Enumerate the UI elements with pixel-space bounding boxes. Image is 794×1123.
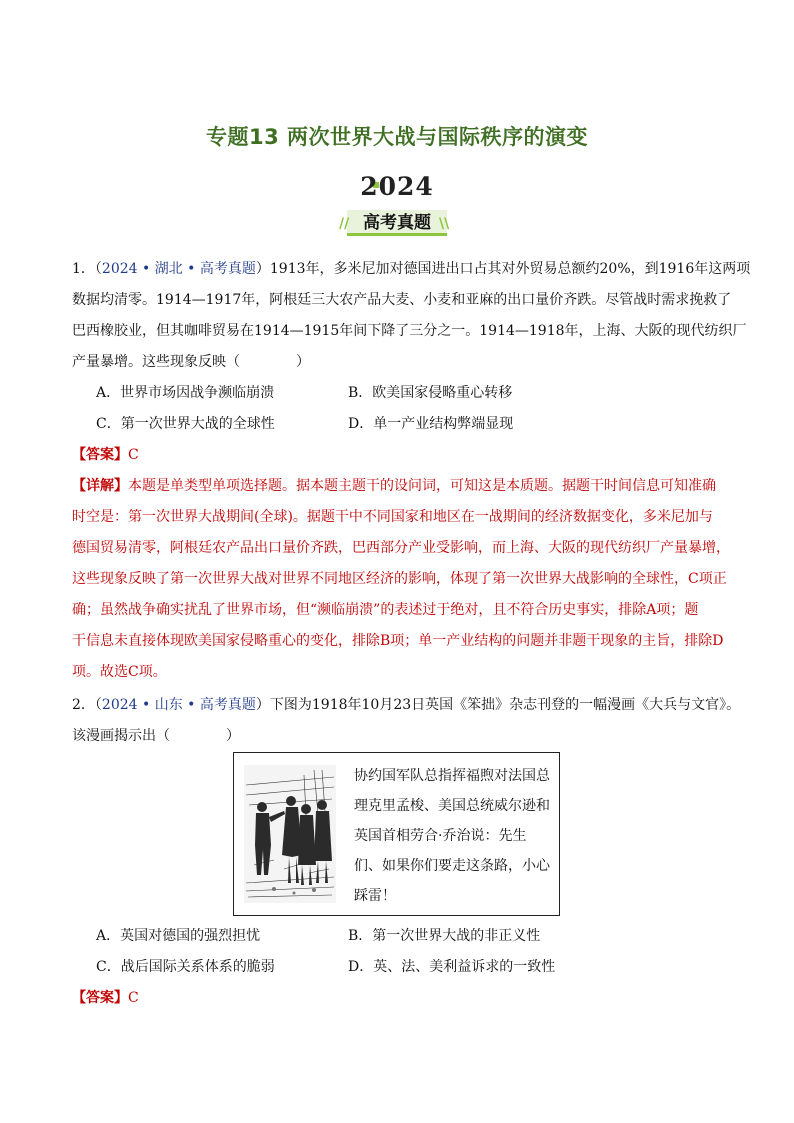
page-title: 专题13 两次世界大战与国际秩序的演变 bbox=[205, 125, 589, 149]
q1-option-a: A．世界市场因战争濒临崩溃 bbox=[96, 385, 275, 401]
q2-answer-value: C bbox=[128, 990, 139, 1006]
q1-analysis-label: 【详解】 bbox=[72, 478, 128, 494]
q1-stem-line-1 bbox=[72, 259, 750, 279]
q1-analysis-line-2: 时空是：第一次世界大战期间(全球)。据题干中不同国家和地区在一战期间的经济数据变化，多米尼加与 bbox=[72, 509, 713, 525]
q1-analysis-line-4: 这些现象反映了第一次世界大战对世界不同地区经济的影响，体现了第一次世界大战影响的全球性，C项正 bbox=[72, 571, 727, 587]
q2-source: 2024 • 山东 • 高考真题 bbox=[101, 697, 256, 713]
banner-label: 高考真题 bbox=[363, 213, 431, 233]
q2-stem-line-1 bbox=[72, 695, 740, 715]
q1-analysis-line-3: 德国贸易清零，阿根廷农产品出口量价齐跌，巴西部分产业受影响，而上海、大阪的现代纺织厂产量暴增， bbox=[72, 540, 730, 556]
q1-source: 2024 • 湖北 • 高考真题 bbox=[101, 261, 256, 277]
q1-analysis-text-1: 本题是单类型单项选择题。据本题主题干的设问词，可知这是本质题。据题干时间信息可知准确 bbox=[128, 478, 716, 494]
q1-answer-label: 【答案】 bbox=[72, 447, 128, 463]
q2-option-c: C．战后国际关系体系的脆弱 bbox=[96, 959, 275, 975]
q1-number: 1． bbox=[72, 261, 95, 277]
q1-answer-value: C bbox=[128, 447, 139, 463]
section-year: 2024 bbox=[360, 172, 434, 201]
q1-option-b: B．欧美国家侵略重心转移 bbox=[348, 385, 513, 401]
cartoon-caption: 协约国军队总指挥福煦对法国总理克里孟梭、美国总统威尔逊和英国首相劳合·乔治说：先生们、如果你们要走这条路，小心踩雷！ bbox=[354, 768, 550, 904]
q2-option-d: D．英、法、美利益诉求的一致性 bbox=[348, 959, 556, 975]
q2-stem-line-2: 该漫画揭示出（ ） bbox=[72, 728, 240, 744]
q1-option-d: D．单一产业结构弊端显现 bbox=[348, 416, 514, 432]
banner-slash-left: // bbox=[339, 216, 350, 232]
q1-stem-text-1: 1913年，多米尼加对德国进出口占其对外贸易总额约20%，到1916年这两项 bbox=[269, 261, 751, 277]
section-banner bbox=[339, 210, 455, 236]
q2-number: 2． bbox=[72, 697, 95, 713]
q1-stem-line-3: 巴西橡胶业，但其咖啡贸易在1914—1915年间下降了三分之一。1914—1918年，上海、大阪的现代纺织厂 bbox=[72, 323, 747, 339]
q2-source-open: （ bbox=[94, 697, 102, 713]
q1-option-c: C．第一次世界大战的全球性 bbox=[96, 416, 275, 432]
q1-source-open: （ bbox=[94, 261, 102, 277]
cartoon-image bbox=[244, 765, 336, 903]
banner-slash-right: \\ bbox=[439, 216, 450, 232]
q1-source-close: ） bbox=[255, 261, 270, 277]
q2-stem-text-1: 下图为1918年10月23日英国《笨拙》杂志刊登的一幅漫画《大兵与文官》。 bbox=[269, 697, 741, 713]
q2-option-b: B．第一次世界大战的非正义性 bbox=[348, 928, 541, 944]
q1-stem-line-2: 数据均清零。1914—1917年，阿根廷三大农产品大麦、小麦和亚麻的出口量价齐跌。尽管战时需求挽救了 bbox=[72, 292, 732, 308]
q2-answer bbox=[72, 988, 139, 1008]
q2-option-a: A．英国对德国的强烈担忧 bbox=[96, 928, 261, 944]
q1-answer bbox=[72, 445, 139, 465]
q2-answer-label: 【答案】 bbox=[72, 990, 128, 1006]
q1-analysis-line-5: 确；虽然战争确实扰乱了世界市场，但“濒临崩溃”的表述过于绝对，且不符合历史事实，排除A项；题 bbox=[72, 602, 699, 618]
cartoon-figure bbox=[233, 752, 560, 916]
q2-source-close: ） bbox=[255, 697, 270, 713]
q1-analysis-line-6: 干信息未直接体现欧美国家侵略重心的变化，排除B项；单一产业结构的问题并非题干现象的主旨，排除D bbox=[72, 633, 724, 649]
q1-stem-line-4: 产量暴增。这些现象反映（ ） bbox=[72, 354, 310, 370]
q1-analysis-line-1 bbox=[72, 476, 716, 496]
q1-analysis-line-7: 项。故选C项。 bbox=[72, 664, 167, 680]
